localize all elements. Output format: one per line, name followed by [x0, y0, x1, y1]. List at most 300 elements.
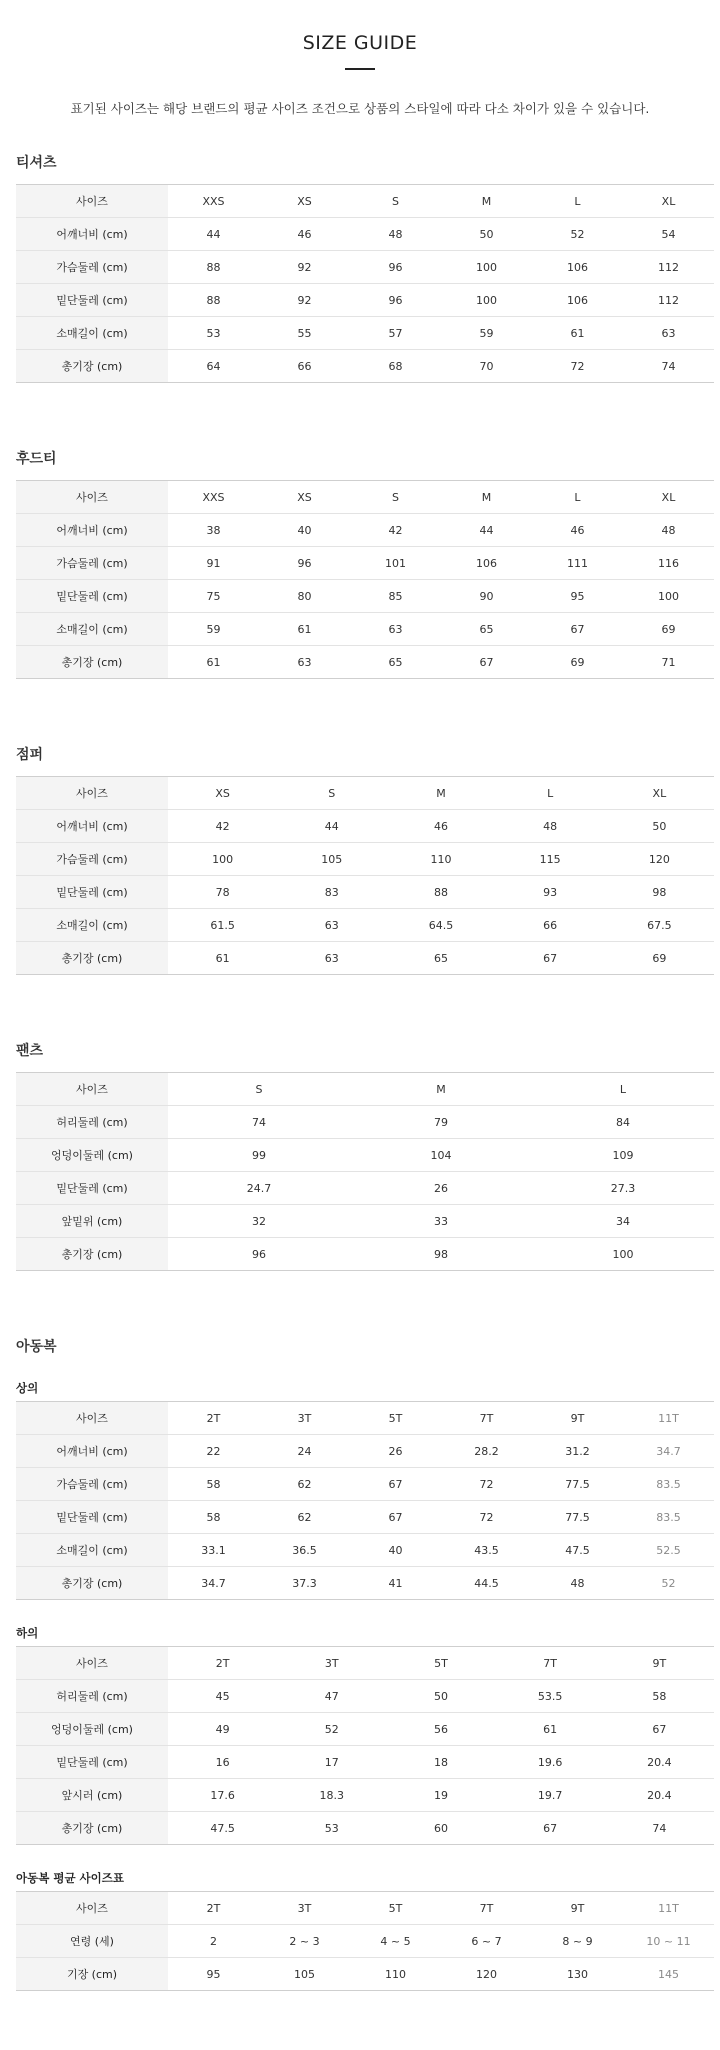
size-column-label: 9T [532, 1402, 623, 1435]
jumper-section [16, 744, 714, 975]
table-row [16, 1139, 714, 1172]
measurement-value: 65 [441, 613, 532, 646]
measurement-label: 어깨너비 (cm) [16, 810, 168, 843]
table-row [16, 942, 714, 975]
size-column-label: 9T [532, 1892, 623, 1925]
kids-bottom-section [16, 1625, 714, 1845]
measurement-value: 61 [259, 613, 350, 646]
measurement-value: 72 [441, 1468, 532, 1501]
measurement-value: 50 [605, 810, 714, 843]
size-header-label: 사이즈 [16, 481, 168, 514]
table-row [16, 1925, 714, 1958]
kids-average-section [16, 1870, 714, 1991]
measurement-label: 소매길이 (cm) [16, 317, 168, 350]
size-column-label: M [350, 1073, 532, 1106]
measurement-value: 66 [259, 350, 350, 383]
table-row [16, 876, 714, 909]
size-column-label: L [532, 185, 623, 218]
size-column-label: 7T [496, 1647, 605, 1680]
section-title: 팬츠 [16, 1043, 44, 1059]
measurement-value: 90 [441, 580, 532, 613]
measurement-label: 밑단둘레 (cm) [16, 1501, 168, 1534]
measurement-value: 130 [532, 1958, 623, 1991]
hoodie-size-table [16, 480, 714, 679]
measurement-value: 92 [259, 284, 350, 317]
measurement-value: 48 [623, 514, 714, 547]
size-column-label: 5T [386, 1647, 495, 1680]
measurement-value: 18 [386, 1746, 495, 1779]
measurement-label: 가슴둘레 (cm) [16, 843, 168, 876]
size-column-label: S [277, 777, 386, 810]
measurement-value: 77.5 [532, 1468, 623, 1501]
measurement-value: 19.6 [496, 1746, 605, 1779]
size-column-label: 5T [350, 1892, 441, 1925]
size-guide-notice: 표기된 사이즈는 해당 브랜드의 평균 사이즈 조건으로 상품의 스타일에 따라 다소 차이가 있을 수 있습니다. [70, 101, 650, 116]
measurement-value: 42 [350, 514, 441, 547]
size-column-label: 3T [259, 1892, 350, 1925]
size-column-label: S [168, 1073, 350, 1106]
measurement-value: 80 [259, 580, 350, 613]
measurement-value: 74 [623, 350, 714, 383]
measurement-value: 53 [277, 1812, 386, 1845]
measurement-value: 66 [496, 909, 605, 942]
measurement-value: 69 [605, 942, 714, 975]
measurement-value: 26 [350, 1172, 532, 1205]
table-row [16, 514, 714, 547]
sub-section-title: 상의 [16, 1381, 39, 1395]
measurement-value: 52 [623, 1567, 714, 1600]
page-header [0, 0, 720, 118]
measurement-value: 106 [441, 547, 532, 580]
size-column-label: S [350, 185, 441, 218]
measurement-value: 8 ~ 9 [532, 1925, 623, 1958]
size-header-label: 사이즈 [16, 1402, 168, 1435]
measurement-value: 120 [441, 1958, 532, 1991]
measurement-value: 63 [277, 942, 386, 975]
measurement-value: 22 [168, 1435, 259, 1468]
size-header-label: 사이즈 [16, 777, 168, 810]
measurement-value: 61 [168, 942, 277, 975]
table-row [16, 1713, 714, 1746]
measurement-value: 96 [350, 284, 441, 317]
size-header-label: 사이즈 [16, 185, 168, 218]
measurement-label: 가슴둘레 (cm) [16, 547, 168, 580]
measurement-value: 64.5 [386, 909, 495, 942]
measurement-value: 70 [441, 350, 532, 383]
measurement-label: 가슴둘레 (cm) [16, 1468, 168, 1501]
size-header-row [16, 1647, 714, 1680]
measurement-value: 48 [350, 218, 441, 251]
measurement-value: 88 [168, 251, 259, 284]
measurement-value: 104 [350, 1139, 532, 1172]
measurement-value: 49 [168, 1713, 277, 1746]
measurement-value: 34.7 [623, 1435, 714, 1468]
measurement-value: 58 [168, 1501, 259, 1534]
measurement-value: 100 [532, 1238, 714, 1271]
measurement-value: 37.3 [259, 1567, 350, 1600]
pants-size-table [16, 1072, 714, 1271]
section-title: 아동복 [16, 1339, 57, 1355]
measurement-value: 44 [441, 514, 532, 547]
measurement-label: 밑단둘레 (cm) [16, 284, 168, 317]
measurement-label: 총기장 (cm) [16, 350, 168, 383]
size-column-label: 3T [259, 1402, 350, 1435]
measurement-value: 77.5 [532, 1501, 623, 1534]
size-header-row [16, 1402, 714, 1435]
tshirt-section [16, 152, 714, 383]
size-column-label: 2T [168, 1892, 259, 1925]
measurement-value: 63 [623, 317, 714, 350]
measurement-value: 91 [168, 547, 259, 580]
table-row [16, 547, 714, 580]
measurement-value: 41 [350, 1567, 441, 1600]
measurement-value: 116 [623, 547, 714, 580]
measurement-value: 56 [386, 1713, 495, 1746]
table-row [16, 317, 714, 350]
measurement-label: 허리둘레 (cm) [16, 1680, 168, 1713]
measurement-value: 2 [168, 1925, 259, 1958]
measurement-value: 28.2 [441, 1435, 532, 1468]
measurement-value: 38 [168, 514, 259, 547]
measurement-label: 앞시러 (cm) [16, 1779, 168, 1812]
table-row [16, 1958, 714, 1991]
measurement-value: 78 [168, 876, 277, 909]
size-header-label: 사이즈 [16, 1073, 168, 1106]
kids-section [16, 1336, 714, 1368]
size-column-label: L [532, 1073, 714, 1106]
measurement-value: 10 ~ 11 [623, 1925, 714, 1958]
measurement-value: 63 [350, 613, 441, 646]
measurement-label: 허리둘레 (cm) [16, 1106, 168, 1139]
table-row [16, 909, 714, 942]
size-header-label: 사이즈 [16, 1647, 168, 1680]
measurement-value: 79 [350, 1106, 532, 1139]
table-row [16, 1812, 714, 1845]
measurement-value: 24 [259, 1435, 350, 1468]
table-row [16, 1238, 714, 1271]
measurement-label: 엉덩이둘레 (cm) [16, 1139, 168, 1172]
measurement-label: 밑단둘레 (cm) [16, 580, 168, 613]
table-row [16, 646, 714, 679]
measurement-value: 52 [532, 218, 623, 251]
measurement-value: 112 [623, 251, 714, 284]
size-column-label: 2T [168, 1647, 277, 1680]
jumper-size-table [16, 776, 714, 975]
measurement-value: 88 [386, 876, 495, 909]
measurement-value: 92 [259, 251, 350, 284]
measurement-value: 95 [168, 1958, 259, 1991]
measurement-value: 62 [259, 1468, 350, 1501]
measurement-value: 45 [168, 1680, 277, 1713]
measurement-value: 101 [350, 547, 441, 580]
measurement-value: 67 [350, 1468, 441, 1501]
size-column-label: S [350, 481, 441, 514]
size-column-label: 11T [623, 1892, 714, 1925]
measurement-label: 어깨너비 (cm) [16, 514, 168, 547]
measurement-label: 엉덩이둘레 (cm) [16, 1713, 168, 1746]
measurement-value: 74 [605, 1812, 714, 1845]
measurement-value: 74 [168, 1106, 350, 1139]
measurement-value: 20.4 [605, 1779, 714, 1812]
measurement-value: 36.5 [259, 1534, 350, 1567]
table-row [16, 1779, 714, 1812]
measurement-value: 53.5 [496, 1680, 605, 1713]
size-column-label: XL [623, 185, 714, 218]
table-row [16, 1567, 714, 1600]
measurement-value: 47.5 [532, 1534, 623, 1567]
measurement-value: 53 [168, 317, 259, 350]
table-row [16, 1746, 714, 1779]
measurement-label: 밑단둘레 (cm) [16, 1172, 168, 1205]
size-header-row [16, 777, 714, 810]
measurement-label: 소매길이 (cm) [16, 909, 168, 942]
size-column-label: 11T [623, 1402, 714, 1435]
measurement-value: 58 [168, 1468, 259, 1501]
measurement-value: 83 [277, 876, 386, 909]
size-column-label: M [386, 777, 495, 810]
measurement-value: 72 [441, 1501, 532, 1534]
measurement-value: 100 [623, 580, 714, 613]
measurement-value: 20.4 [605, 1746, 714, 1779]
size-column-label: M [441, 185, 532, 218]
measurement-value: 62 [259, 1501, 350, 1534]
measurement-value: 48 [532, 1567, 623, 1600]
measurement-value: 96 [259, 547, 350, 580]
measurement-value: 46 [259, 218, 350, 251]
measurement-value: 19 [386, 1779, 495, 1812]
measurement-value: 50 [441, 218, 532, 251]
measurement-label: 가슴둘레 (cm) [16, 251, 168, 284]
measurement-value: 67 [532, 613, 623, 646]
measurement-value: 67 [605, 1713, 714, 1746]
measurement-value: 40 [259, 514, 350, 547]
measurement-value: 110 [350, 1958, 441, 1991]
measurement-value: 100 [441, 284, 532, 317]
size-column-label: L [496, 777, 605, 810]
table-row [16, 218, 714, 251]
measurement-value: 48 [496, 810, 605, 843]
size-column-label: 9T [605, 1647, 714, 1680]
measurement-label: 총기장 (cm) [16, 1567, 168, 1600]
size-column-label: L [532, 481, 623, 514]
measurement-value: 95 [532, 580, 623, 613]
table-row [16, 1205, 714, 1238]
table-row [16, 284, 714, 317]
measurement-value: 4 ~ 5 [350, 1925, 441, 1958]
measurement-value: 85 [350, 580, 441, 613]
size-header-row [16, 185, 714, 218]
measurement-label: 총기장 (cm) [16, 942, 168, 975]
measurement-value: 68 [350, 350, 441, 383]
measurement-value: 105 [277, 843, 386, 876]
measurement-value: 16 [168, 1746, 277, 1779]
size-column-label: XL [623, 481, 714, 514]
measurement-value: 83.5 [623, 1501, 714, 1534]
table-row [16, 1501, 714, 1534]
measurement-value: 69 [532, 646, 623, 679]
measurement-value: 100 [168, 843, 277, 876]
measurement-value: 106 [532, 251, 623, 284]
table-row [16, 580, 714, 613]
measurement-value: 88 [168, 284, 259, 317]
measurement-value: 44 [277, 810, 386, 843]
measurement-value: 54 [623, 218, 714, 251]
measurement-value: 40 [350, 1534, 441, 1567]
measurement-value: 57 [350, 317, 441, 350]
measurement-value: 105 [259, 1958, 350, 1991]
measurement-value: 120 [605, 843, 714, 876]
measurement-value: 64 [168, 350, 259, 383]
measurement-value: 93 [496, 876, 605, 909]
size-column-label: 7T [441, 1892, 532, 1925]
measurement-value: 44.5 [441, 1567, 532, 1600]
measurement-value: 58 [605, 1680, 714, 1713]
measurement-value: 18.3 [277, 1779, 386, 1812]
measurement-value: 31.2 [532, 1435, 623, 1468]
measurement-value: 109 [532, 1139, 714, 1172]
kids-average-size-table [16, 1891, 714, 1991]
table-row [16, 251, 714, 284]
measurement-value: 65 [386, 942, 495, 975]
hoodie-section [16, 448, 714, 679]
measurement-value: 33 [350, 1205, 532, 1238]
measurement-value: 145 [623, 1958, 714, 1991]
size-header-row [16, 481, 714, 514]
size-header-label: 사이즈 [16, 1892, 168, 1925]
measurement-value: 34 [532, 1205, 714, 1238]
measurement-value: 67 [496, 942, 605, 975]
measurement-value: 100 [441, 251, 532, 284]
size-column-label: XS [259, 185, 350, 218]
measurement-value: 34.7 [168, 1567, 259, 1600]
measurement-value: 61 [168, 646, 259, 679]
measurement-value: 26 [350, 1435, 441, 1468]
kids-top-size-table [16, 1401, 714, 1600]
measurement-value: 2 ~ 3 [259, 1925, 350, 1958]
measurement-value: 50 [386, 1680, 495, 1713]
measurement-label: 앞밑위 (cm) [16, 1205, 168, 1238]
measurement-label: 연령 (세) [16, 1925, 168, 1958]
measurement-value: 24.7 [168, 1172, 350, 1205]
measurement-value: 83.5 [623, 1468, 714, 1501]
measurement-label: 어깨너비 (cm) [16, 218, 168, 251]
size-column-label: M [441, 481, 532, 514]
tshirt-size-table [16, 184, 714, 383]
measurement-value: 110 [386, 843, 495, 876]
measurement-value: 59 [168, 613, 259, 646]
measurement-value: 63 [277, 909, 386, 942]
measurement-value: 61 [532, 317, 623, 350]
table-row [16, 613, 714, 646]
measurement-label: 기장 (cm) [16, 1958, 168, 1991]
size-column-label: XS [168, 777, 277, 810]
measurement-value: 47.5 [168, 1812, 277, 1845]
size-header-row [16, 1073, 714, 1106]
sub-section-title: 하의 [16, 1626, 39, 1640]
size-column-label: XL [605, 777, 714, 810]
kids-bottom-size-table [16, 1646, 714, 1845]
size-column-label: 7T [441, 1402, 532, 1435]
measurement-value: 33.1 [168, 1534, 259, 1567]
measurement-value: 65 [350, 646, 441, 679]
measurement-value: 111 [532, 547, 623, 580]
measurement-label: 총기장 (cm) [16, 1238, 168, 1271]
measurement-value: 19.7 [496, 1779, 605, 1812]
measurement-value: 6 ~ 7 [441, 1925, 532, 1958]
measurement-value: 17 [277, 1746, 386, 1779]
measurement-label: 소매길이 (cm) [16, 1534, 168, 1567]
measurement-value: 96 [168, 1238, 350, 1271]
table-row [16, 1172, 714, 1205]
measurement-value: 69 [623, 613, 714, 646]
measurement-value: 43.5 [441, 1534, 532, 1567]
size-column-label: 2T [168, 1402, 259, 1435]
sub-section-title: 아동복 평균 사이즈표 [16, 1871, 124, 1885]
title-underline [345, 68, 375, 70]
measurement-value: 42 [168, 810, 277, 843]
table-row [16, 843, 714, 876]
pants-section [16, 1040, 714, 1271]
measurement-value: 75 [168, 580, 259, 613]
measurement-value: 72 [532, 350, 623, 383]
table-row [16, 1534, 714, 1567]
size-column-label: XXS [168, 481, 259, 514]
measurement-value: 52 [277, 1713, 386, 1746]
measurement-value: 59 [441, 317, 532, 350]
measurement-value: 67 [441, 646, 532, 679]
kids-top-section [16, 1380, 714, 1600]
measurement-value: 112 [623, 284, 714, 317]
measurement-value: 61 [496, 1713, 605, 1746]
size-column-label: XS [259, 481, 350, 514]
page-title: SIZE GUIDE [302, 32, 418, 54]
table-row [16, 810, 714, 843]
measurement-label: 총기장 (cm) [16, 1812, 168, 1845]
measurement-label: 총기장 (cm) [16, 646, 168, 679]
measurement-value: 17.6 [168, 1779, 277, 1812]
table-row [16, 1106, 714, 1139]
section-title: 점퍼 [16, 747, 44, 763]
measurement-value: 71 [623, 646, 714, 679]
measurement-value: 60 [386, 1812, 495, 1845]
size-column-label: 3T [277, 1647, 386, 1680]
measurement-value: 67.5 [605, 909, 714, 942]
measurement-value: 115 [496, 843, 605, 876]
measurement-value: 44 [168, 218, 259, 251]
measurement-value: 84 [532, 1106, 714, 1139]
size-header-row [16, 1892, 714, 1925]
measurement-label: 소매길이 (cm) [16, 613, 168, 646]
table-row [16, 1468, 714, 1501]
size-column-label: XXS [168, 185, 259, 218]
measurement-value: 98 [605, 876, 714, 909]
measurement-value: 46 [532, 514, 623, 547]
measurement-value: 61.5 [168, 909, 277, 942]
measurement-value: 55 [259, 317, 350, 350]
measurement-value: 106 [532, 284, 623, 317]
table-row [16, 350, 714, 383]
section-title: 후드티 [16, 451, 57, 467]
measurement-label: 밑단둘레 (cm) [16, 876, 168, 909]
table-row [16, 1435, 714, 1468]
measurement-value: 99 [168, 1139, 350, 1172]
measurement-value: 63 [259, 646, 350, 679]
measurement-value: 47 [277, 1680, 386, 1713]
measurement-value: 67 [496, 1812, 605, 1845]
measurement-value: 32 [168, 1205, 350, 1238]
measurement-value: 46 [386, 810, 495, 843]
table-row [16, 1680, 714, 1713]
